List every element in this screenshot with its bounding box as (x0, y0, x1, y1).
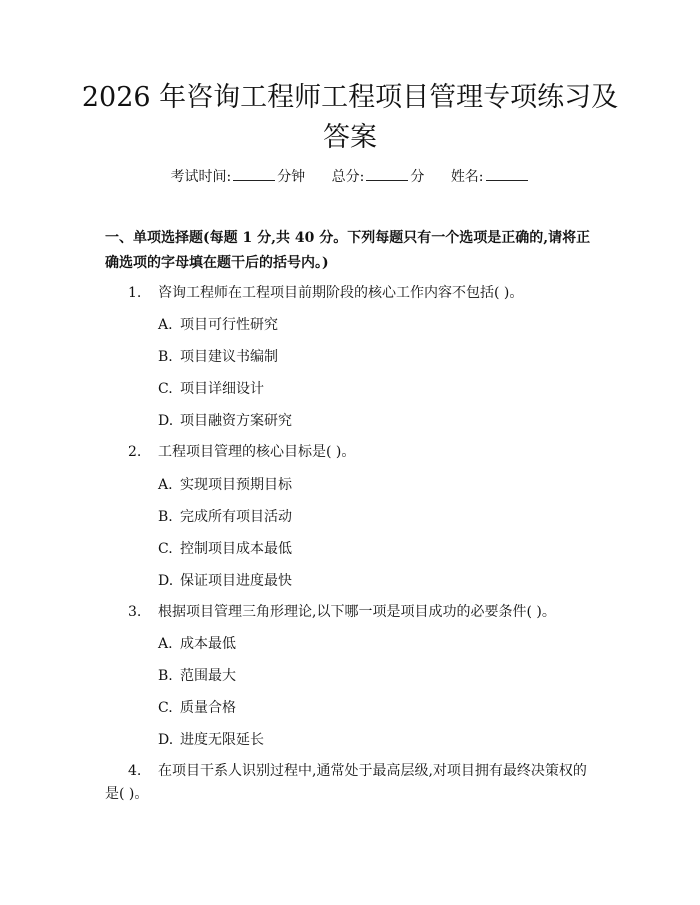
student-name (451, 166, 530, 186)
option-text: 实现项目预期目标 (180, 477, 292, 493)
question-2-option-c[interactable] (158, 539, 292, 559)
option-text: 完成所有项目活动 (180, 509, 292, 525)
question-number: 2. (128, 444, 142, 460)
question-number: 3. (128, 604, 142, 620)
exam-time (170, 166, 305, 186)
student-name-label: 姓名: (450, 169, 484, 185)
question-1-option-a[interactable] (158, 315, 278, 335)
option-text: 项目可行性研究 (180, 317, 278, 333)
question-text: 咨询工程师在工程项目前期阶段的核心工作内容不包括( )。 (158, 285, 524, 301)
exam-time-label: 考试时间: (170, 169, 232, 185)
question-3-option-c[interactable] (158, 698, 236, 718)
total-score-label: 总分: (331, 169, 365, 185)
option-letter: D. (158, 573, 174, 589)
question-3 (128, 601, 598, 624)
option-letter: C. (158, 700, 173, 716)
question-1-option-b[interactable] (158, 347, 278, 367)
option-text: 项目融资方案研究 (180, 413, 292, 429)
option-text: 保证项目进度最快 (180, 573, 292, 589)
student-name-blank[interactable] (486, 168, 528, 181)
question-2-option-d[interactable] (158, 571, 292, 591)
question-text: 工程项目管理的核心目标是( )。 (158, 444, 356, 460)
total-score-blank[interactable] (366, 168, 408, 181)
question-text: 在项目干系人识别过程中,通常处于最高层级,对项目拥有最终决策权的是( )。 (105, 763, 587, 802)
question-2 (128, 441, 598, 464)
option-text: 项目详细设计 (180, 381, 264, 397)
option-letter: B. (158, 509, 173, 525)
option-letter: B. (158, 668, 173, 684)
question-3-option-d[interactable] (158, 730, 264, 750)
option-text: 成本最低 (180, 636, 236, 652)
section-heading: 一、单项选择题(每题 1 分,共 40 分。下列每题只有一个选项是正确的,请将正确选项的字母填在题干后的括号内。) (105, 230, 591, 271)
exam-time-unit: 分钟 (277, 169, 306, 185)
question-text: 根据项目管理三角形理论,以下哪一项是项目成功的必要条件( )。 (158, 604, 556, 620)
exam-meta (0, 166, 700, 186)
option-text: 项目建议书编制 (180, 349, 278, 365)
question-number: 4. (128, 763, 142, 779)
option-text: 控制项目成本最低 (180, 541, 292, 557)
question-2-option-b[interactable] (158, 507, 292, 527)
question-1-option-c[interactable] (158, 379, 264, 399)
question-4 (105, 760, 597, 806)
exam-time-blank[interactable] (233, 168, 275, 181)
question-1 (128, 282, 598, 305)
title-line-1: 2026 年咨询工程师工程项目管理专项练习及 (81, 82, 619, 113)
option-text: 质量合格 (180, 700, 236, 716)
option-letter: A. (158, 317, 173, 333)
option-text: 进度无限延长 (180, 732, 264, 748)
option-letter: D. (158, 732, 174, 748)
page-title (80, 78, 620, 158)
total-score-unit: 分 (410, 169, 425, 185)
option-letter: B. (158, 349, 173, 365)
question-2-option-a[interactable] (158, 475, 292, 495)
option-letter: D. (158, 413, 174, 429)
question-number: 1. (128, 285, 142, 301)
option-letter: A. (158, 477, 173, 493)
option-text: 范围最大 (180, 668, 236, 684)
question-3-option-b[interactable] (158, 666, 236, 686)
title-line-2: 答案 (323, 122, 377, 153)
question-1-option-d[interactable] (158, 411, 292, 431)
option-letter: A. (158, 636, 173, 652)
option-letter: C. (158, 381, 173, 397)
question-3-option-a[interactable] (158, 634, 236, 654)
total-score (332, 166, 425, 186)
option-letter: C. (158, 541, 173, 557)
